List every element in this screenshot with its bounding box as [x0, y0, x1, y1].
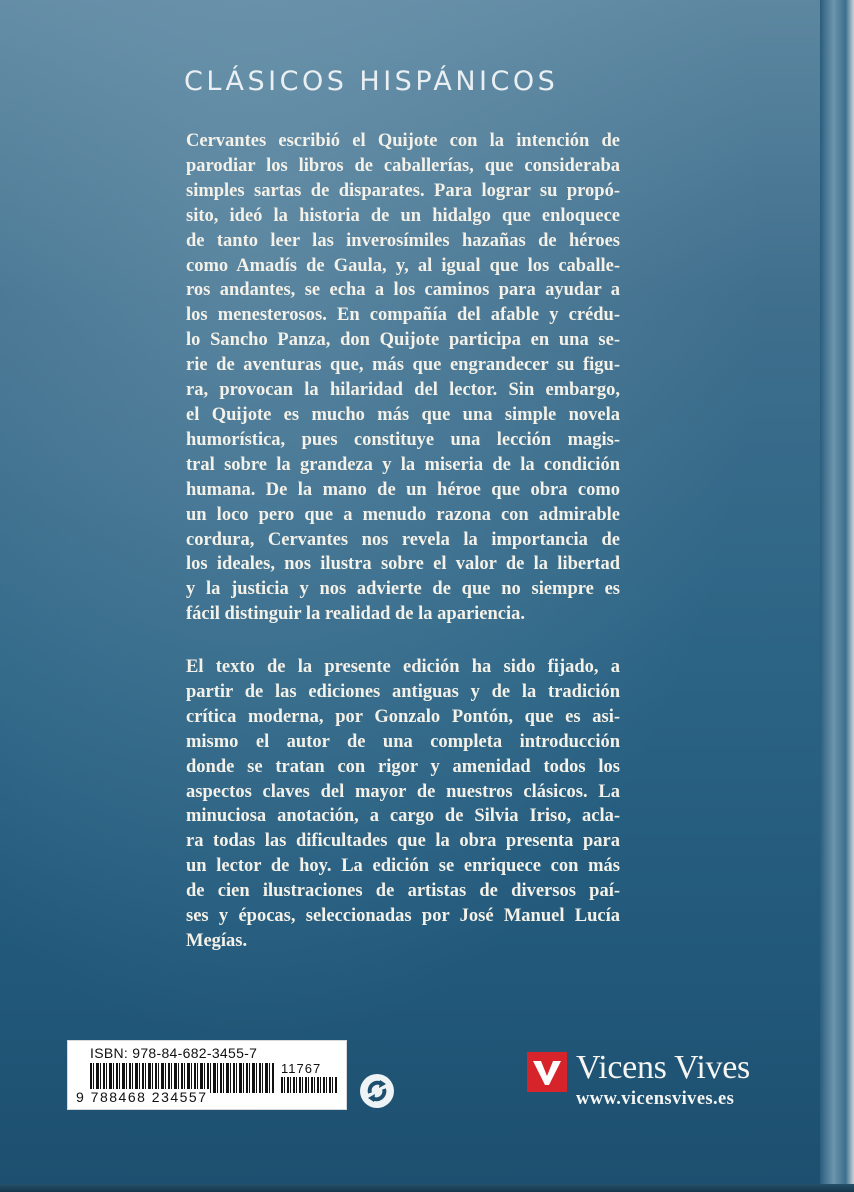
- blurb-line: rie de aventuras que, más que engrandecer su figu-: [186, 355, 620, 376]
- blurb-paragraph-2: [186, 655, 620, 954]
- book-bottom-edge: [0, 1184, 854, 1192]
- book-spine-edge: [820, 0, 854, 1192]
- blurb-line: los ideales, nos ilustra sobre el valor de la libertad: [186, 554, 620, 575]
- blurb-line: aspectos claves del mayor de nuestros clásicos. La: [186, 781, 620, 802]
- blurb-line: tral sobre la grandeza y la miseria de la condición: [186, 454, 620, 475]
- blurb-line: el Quijote es mucho más que una simple novela: [186, 404, 620, 425]
- blurb-line: ra, provocan la hilaridad del lector. Sin embargo,: [186, 380, 620, 401]
- blurb-line: El texto de la presente edición ha sido fijado, a: [186, 657, 620, 677]
- publisher-name: Vicens Vives: [576, 1049, 750, 1086]
- barcode-addon-number: 11767: [281, 1061, 322, 1076]
- blurb-line: fácil distinguir la realidad de la apariencia.: [186, 604, 526, 625]
- blurb-line: lo Sancho Panza, don Quijote participa en una se-: [186, 330, 620, 351]
- blurb-line: sito, ideó la historia de un hidalgo que enloquece: [186, 205, 620, 226]
- blurb-line: de tanto leer las inverosímiles hazañas de héroes: [186, 230, 620, 251]
- recycle-icon: [360, 1074, 394, 1108]
- blurb-line: los menesterosos. En compañía del afable y crédu-: [186, 305, 620, 326]
- series-title: CLÁSICOS HISPÁNICOS: [184, 66, 559, 97]
- blurb-line: donde se tratan con rigor y amenidad todos los: [186, 756, 620, 777]
- blurb-paragraph-1: [186, 129, 620, 627]
- blurb-line: mismo el autor de una completa introducción: [186, 731, 620, 752]
- blurb-line: humana. De la mano de un héroe que obra como: [186, 479, 620, 500]
- barcode-digits: 9 788468 234557: [76, 1089, 208, 1105]
- blurb-line: parodiar los libros de caballerías, que consideraba: [186, 155, 620, 176]
- blurb-line: simples sartas de disparates. Para lograr su propó-: [186, 180, 620, 201]
- blurb-line: Megías.: [186, 930, 248, 951]
- blurb-line: ses y épocas, seleccionadas por José Manuel Lucía: [186, 906, 620, 927]
- blurb-line: Cervantes escribió el Quijote con la intención de: [186, 131, 620, 151]
- blurb-line: un lector de hoy. La edición se enriquece con más: [186, 856, 620, 877]
- blurb-line: como Amadís de Gaula, y, al igual que los caballe-: [186, 255, 620, 276]
- blurb-line: partir de las ediciones antiguas y de la tradición: [186, 681, 620, 702]
- blurb-line: ra todas las dificultades que la obra presenta para: [186, 831, 620, 852]
- vicens-vives-logo-icon: [527, 1052, 567, 1092]
- isbn-number: ISBN: 978-84-682-3455-7: [90, 1045, 258, 1061]
- blurb-line: un loco pero que a menudo razona con admirable: [186, 504, 620, 525]
- barcode-addon-bars: [281, 1077, 337, 1093]
- blurb-line: humorística, pues constituye una lección magis-: [186, 429, 620, 450]
- isbn-barcode-label: [67, 1040, 347, 1110]
- blurb-line: cordura, Cervantes nos revela la importancia de: [186, 529, 620, 550]
- publisher-url: www.vicensvives.es: [576, 1089, 735, 1109]
- blurb-line: ros andantes, se echa a los caminos para ayudar a: [186, 280, 620, 301]
- blurb-line: minuciosa anotación, a cargo de Silvia Iriso, acla-: [186, 806, 620, 827]
- blurb-line: de cien ilustraciones de artistas de diversos paí-: [186, 881, 620, 902]
- blurb-line: crítica moderna, por Gonzalo Pontón, que es asi-: [186, 706, 620, 727]
- blurb-line: y la justicia y nos advierte de que no siempre es: [186, 579, 620, 600]
